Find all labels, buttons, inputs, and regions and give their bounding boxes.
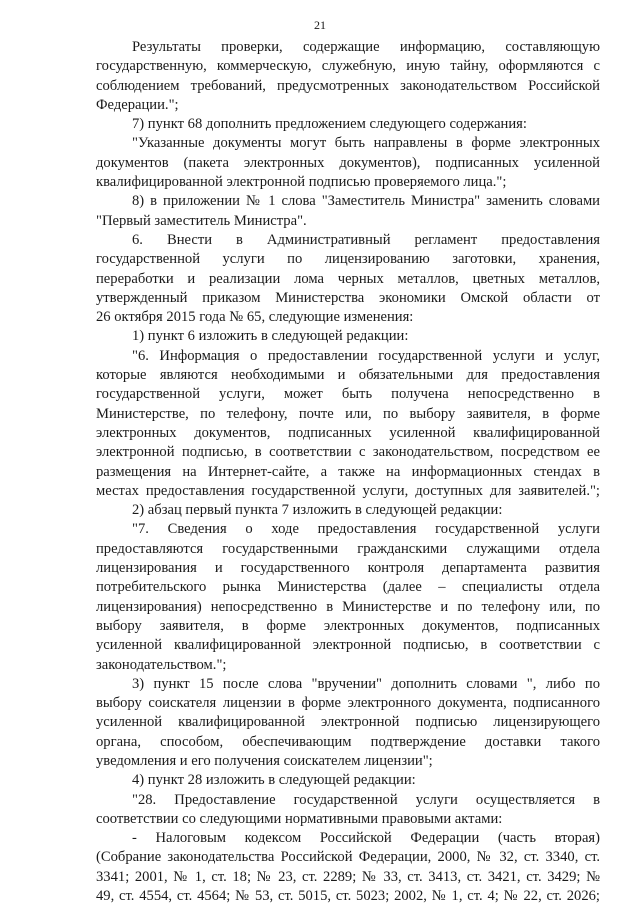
text-line: 2) абзац первый пункта 7 изложить в следующей редакции:	[132, 502, 503, 519]
text-line: 26 октября 2015 года № 65, следующие изменения:	[96, 309, 414, 326]
text-line: - Налоговым кодексом Российской Федерации (часть вторая)	[132, 830, 600, 847]
text-line: "Указанные документы могут быть направлены в форме электронных	[132, 135, 600, 152]
text-line: потребительского рынка Министерства (далее – специалисты отдела	[96, 579, 600, 596]
text-line: 4) пункт 28 изложить в следующей редакции:	[132, 772, 416, 789]
text-line: утвержденный приказом Министерства экономики Омской области от	[96, 289, 600, 306]
text-line: 1) пункт 6 изложить в следующей редакции:	[132, 328, 409, 345]
text-line: 7) пункт 68 дополнить предложением следующего содержания:	[132, 116, 527, 133]
text-line: предоставляются государственными гражданскими служащими отдела	[96, 540, 600, 557]
text-line: государственной услуги, может быть получена непосредственно в	[96, 386, 600, 403]
text-line: 6. Внести в Административный регламент предоставления	[132, 231, 600, 248]
text-line: уведомления и его получения соискателем лицензии";	[96, 752, 433, 769]
text-line: которые являются необходимыми и обязательными для предоставления	[96, 367, 600, 384]
text-line: соблюдением требований, предусмотренных законодательством Российской	[96, 77, 600, 94]
text-line: Министерстве, по телефону, почте или, по выбору заявителя, в форме	[96, 405, 600, 422]
text-line: государственную, коммерческую, служебную, иную тайну, оформляются с	[96, 58, 600, 75]
text-line: государственной услуги по лицензированию заготовки, хранения,	[96, 251, 600, 268]
text-line: (Собрание законодательства Российской Федерации, 2000, № 32, ст. 3340, ст.	[96, 849, 600, 866]
text-line: законодательством.";	[96, 656, 227, 673]
text-line: размещения на Интернет-сайте, а также на информационных стендах в	[96, 463, 600, 480]
text-line: лицензирования и государственного контроля департамента развития	[96, 560, 600, 577]
page-number: 21	[314, 18, 326, 32]
text-line: переработки и реализации лома черных металлов, цветных металлов,	[96, 270, 600, 287]
text-line: 8) в приложении № 1 слова "Заместитель Министра" заменить словами	[132, 193, 600, 210]
text-line: 3) пункт 15 после слова "вручении" дополнить словами ", либо по	[132, 675, 600, 692]
text-line: электронных документов, подписанных усиленной квалифицированной	[96, 424, 600, 441]
text-line: квалифицированной электронной подписью проверяемого лица.";	[96, 174, 507, 191]
document-body	[96, 38, 600, 906]
text-line: усиленной квалифицированной электронной подписью лицензирующего	[96, 714, 600, 731]
text-line: органа, способом, обеспечивающим подтверждение доставки такого	[96, 733, 600, 750]
text-line: 49, ст. 4554, ст. 4564; № 53, ст. 5015, ст. 5023; 2002, № 1, ст. 4; № 22, ст. 2026;	[96, 888, 600, 905]
text-line: Результаты проверки, содержащие информацию, составляющую	[132, 39, 600, 55]
text-line: "7. Сведения о ходе предоставления государственной услуги	[132, 521, 600, 538]
text-line: электронной подписью, в соответствии с законодательством, посредством ее	[96, 444, 600, 461]
text-line: "28. Предоставление государственной услуги осуществляется в	[132, 791, 600, 808]
text-line: Федерации.";	[96, 96, 179, 113]
text-line: усиленной квалифицированной электронной подписью, в соответствии с	[96, 637, 600, 654]
text-line: местах предоставления государственной услуги, доступных для заявителей.";	[96, 482, 600, 499]
text-line: выбору заявителя, в форме электронных документов, подписанных	[96, 617, 600, 634]
text-line: 3341; 2001, № 1, ст. 18; № 23, ст. 2289; № 33, ст. 3413, ст. 3421, ст. 3429; №	[96, 868, 600, 885]
text-line: лицензирования) непосредственно в Министерстве и по телефону или, по	[96, 598, 600, 615]
text-line: "Первый заместитель Министра".	[96, 212, 307, 229]
text-line: соответствии со следующими нормативными правовыми актами:	[96, 810, 503, 827]
text-line: выбору соискателя лицензии в форме электронного документа, подписанного	[96, 695, 600, 712]
text-line: документов (пакета электронных документов), подписанных усиленной	[96, 154, 600, 171]
text-line: "6. Информация о предоставлении государственной услуги и услуг,	[132, 347, 600, 364]
